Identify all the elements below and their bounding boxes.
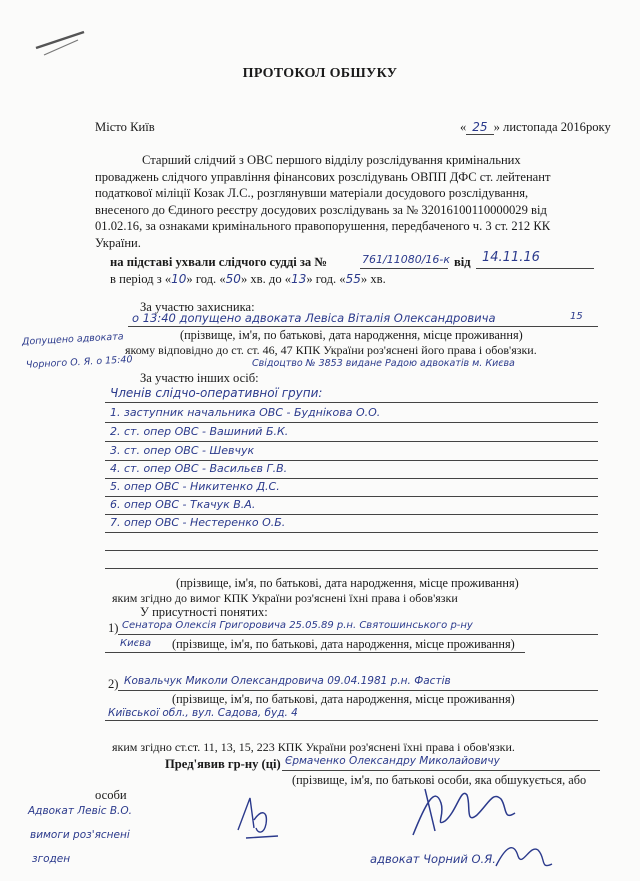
- bottom-right-note: адвокат Чорний О.Я.: [370, 852, 496, 866]
- witnesses-label: У присутності понятих:: [140, 605, 268, 619]
- defender-hw-2: Свідоцтво № 3853 видане Радою адвокатів м. Києва: [252, 358, 515, 369]
- others-list-item: 2. ст. опер ОВС - Вашиний Б.К.: [110, 425, 289, 438]
- witness1-hw: Сенатора Олексія Григоровича 25.05.89 р.н. Святошинського р-ну: [122, 620, 473, 631]
- city: Місто Київ: [95, 120, 155, 134]
- intro-paragraph: [95, 152, 601, 252]
- defender-line: [128, 326, 598, 327]
- basis-date-hw: 14.11.16: [482, 250, 540, 265]
- period-end: » хв.: [360, 272, 386, 286]
- witness1-hw-2: Києва: [120, 638, 152, 649]
- basis-label: на підставі ухвали слідчого судді за №: [110, 255, 328, 269]
- signature-1: [228, 790, 288, 845]
- hour-from-hw: 10: [171, 272, 187, 286]
- intro-line: внесеного до Єдиного реєстру досудових розслідувань за № 32016100110000029 від: [95, 202, 547, 217]
- signature-2: [405, 775, 535, 845]
- others-line: [105, 532, 598, 533]
- intro-line: України.: [95, 235, 141, 250]
- period-hour-label: » год. «: [186, 272, 226, 286]
- defender-hw: о 13:40 допущено адвоката Левіса Віталія Олександровича: [132, 311, 496, 325]
- witness2-line-2: [105, 720, 598, 721]
- others-heading-hw: Членів слідчо-оперативної групи:: [110, 386, 323, 400]
- bottom-left-note-1: Адвокат Левіс В.О.: [28, 805, 133, 817]
- intro-line: проваджень слідчого управління фінансових розслідувань ОВПП ДФС ст. лейтенант: [95, 169, 551, 184]
- others-list-item: 6. опер ОВС - Ткачук В.А.: [110, 498, 256, 511]
- intro-line: Старший слідчий з ОВС першого відділу розслідування кримінальних: [142, 153, 521, 167]
- defender-rights: якому відповідно до ст. ст. 46, 47 КПК України роз'яснені його права і обов'язки.: [125, 343, 537, 357]
- margin-note-hw-2: Чорного О. Я. о 15:40: [25, 354, 133, 371]
- date-row: « 25 » листопада 2016року: [460, 120, 611, 134]
- margin-note-hw-1: Допущено адвоката: [21, 331, 124, 348]
- presented-hw: Єрмаченко Олександру Миколайовичу: [285, 755, 500, 767]
- witness2-line: [118, 690, 598, 691]
- intro-line: 01.02.16, за ознаками кримінального правопорушення, передбаченого ч. 3 ст. 212 КК: [95, 219, 551, 234]
- intro-line: податкової міліції Козак Л.С., розглянувши матеріали досудового розслідування,: [95, 186, 529, 201]
- staple-mark: [32, 22, 92, 62]
- witness1-line-2: [105, 652, 525, 653]
- others-list-item: 5. опер ОВС - Никитенко Д.С.: [110, 480, 280, 493]
- witnesses-rights: яким згідно ст.ст. 11, 13, 15, 223 КПК України роз'яснені їхні права і обов'язки.: [112, 740, 515, 754]
- others-caption: (прізвище, ім'я, по батькові, дата народження, місце проживання): [176, 576, 519, 590]
- witness1-caption: (прізвище, ім'я, по батькові, дата народження, місце проживання): [172, 637, 515, 651]
- min-to-hw: 55: [345, 272, 361, 286]
- period-min-label: » хв. до «: [240, 272, 292, 286]
- bottom-left-note-2: вимоги роз'яснені: [30, 829, 130, 841]
- bottom-left-note-3: згоден: [32, 853, 71, 865]
- others-label: За участю інших осіб:: [140, 371, 259, 385]
- defender-caption: (прізвище, ім'я, по батькові, дата народження, місце проживання): [180, 328, 523, 342]
- signature-3: [490, 836, 560, 876]
- basis-date-line: [476, 268, 594, 269]
- period-prefix: в період з «: [110, 272, 172, 286]
- others-list-item: 1. заступник начальника ОВС - Буднікова О.О.: [110, 406, 381, 419]
- witness2-hw-2: Київської обл., вул. Садова, буд. 4: [108, 707, 298, 719]
- witness1-num: 1): [108, 621, 119, 635]
- others-line: [105, 568, 598, 569]
- basis-number-line: [360, 268, 448, 269]
- witness2-caption: (прізвище, ім'я, по батькові, дата народження, місце проживання): [172, 692, 515, 706]
- date-day-hw: 25: [466, 120, 493, 135]
- hour-to-hw: 13: [291, 272, 307, 286]
- others-rights: яким згідно до вимог КПК України роз'яснені їхні права і обов'язки: [112, 591, 458, 605]
- others-line: [105, 514, 598, 515]
- others-line: [105, 422, 598, 423]
- others-list-item: 7. опер ОВС - Нестеренко О.Б.: [110, 516, 286, 529]
- period-hour-label-2: » год. «: [306, 272, 346, 286]
- others-line: [105, 550, 598, 551]
- others-line: [105, 478, 598, 479]
- min-from-hw: 50: [225, 272, 241, 286]
- basis-from: від: [454, 255, 471, 269]
- date-month-year: листопада 2016року: [503, 120, 611, 134]
- defender-label: За участю захисника:: [140, 300, 255, 314]
- defender-time-hw: 15: [570, 311, 583, 322]
- others-line: [105, 460, 598, 461]
- presented-caption-2: особи: [95, 788, 127, 802]
- witness2-num: 2): [108, 677, 119, 691]
- others-line: [105, 496, 598, 497]
- others-list-item: 4. ст. опер ОВС - Васильєв Г.В.: [110, 462, 288, 475]
- search-period: [110, 272, 386, 287]
- witness2-hw: Ковальчук Миколи Олександровича 09.04.1981 р.н. Фастів: [124, 675, 451, 687]
- presented-label: Пред'явив гр-ну (ці): [165, 757, 281, 771]
- others-list-item: 3. ст. опер ОВС - Шевчук: [110, 444, 255, 457]
- others-line: [105, 441, 598, 442]
- presented-caption: (прізвище, ім'я, по батькові особи, яка обшукується, або: [292, 773, 587, 787]
- witness1-line: [118, 634, 598, 635]
- page-title: ПРОТОКОЛ ОБШУКУ: [242, 66, 398, 81]
- basis-number-hw: 761/11080/16-к: [362, 253, 451, 266]
- presented-line: [282, 770, 600, 771]
- others-line: [105, 402, 598, 403]
